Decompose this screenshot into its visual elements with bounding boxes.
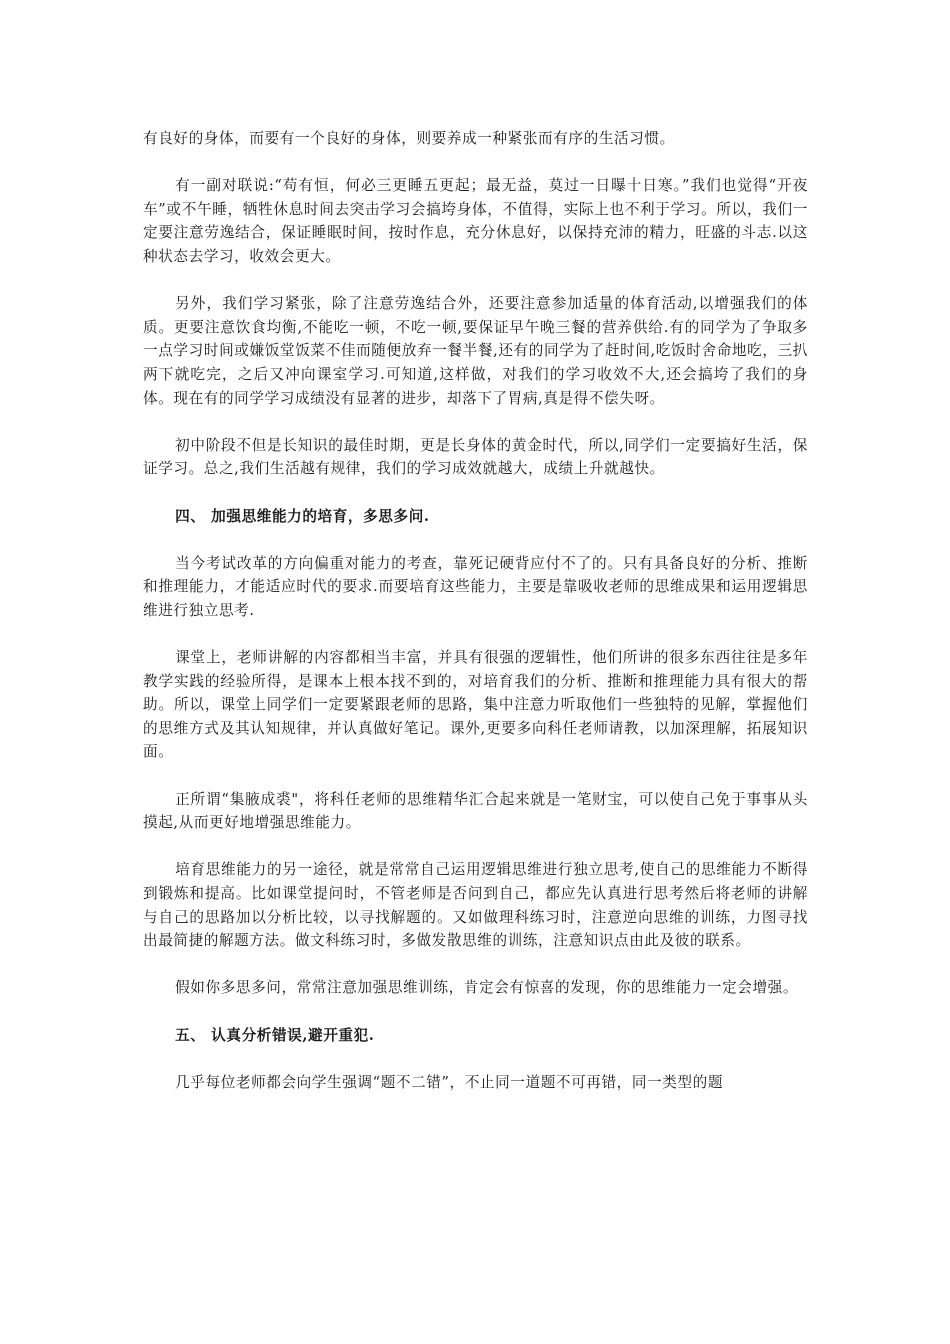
paragraph-proverb: 正所谓“集腋成裘"，将科任老师的思维精华汇合起来就是一笔财宝，可以使自己免于事事从头摸起,从而更好地增强思维能力。 — [143, 790, 808, 832]
document-body — [143, 127, 808, 1118]
paragraph-continuation: 有良好的身体，而要有一个良好的身体，则要养成一种紧张而有序的生活习惯。 — [143, 130, 675, 147]
section-heading-5: 五、 认真分析错误,避开重犯. — [175, 1026, 375, 1044]
section-heading-4: 四、 加强思维能力的培育，多思多问. — [175, 507, 430, 525]
paragraph-exam-reform: 当今考试改革的方向偏重对能力的考查，靠死记硬背应付不了的。只有具备良好的分析、推断和推理能力，才能适应时代的要求.而要培育这些能力，主要是靠吸收老师的思维成果和运用逻辑思维进行独立思考. — [143, 554, 808, 619]
paragraph-classroom: 课堂上，老师讲解的内容都相当丰富，并具有很强的逻辑性，他们所讲的很多东西往往是多年教学实践的经验所得，是课本上根本找不到的，对培育我们的分析、推断和推理能力具有很大的帮助。所以，课堂上同学们一定要紧跟老师的思路，集中注意力听取他们一些独特的见解，掌握他们的思维方式及其认知规律，并认真做好笔记。课外,更要多向科任老师请教，以加深理解，拓展知识面。 — [143, 649, 808, 761]
paragraph-independent-thinking: 培育思维能力的另一途径，就是常常自己运用逻辑思维进行独立思考,使自己的思维能力不断得到锻炼和提高。比如课堂提问时，不管老师是否问到自己，都应先认真进行思考然后将老师的讲解与自己的思路加以分析比较，以寻找解题的。又如做理科练习时，注意逆向思维的训练，力图寻找出最简捷的解题方法。做文科练习时，多做发散思维的训练，注意知识点由此及彼的联系。 — [143, 861, 808, 950]
paragraph-mistakes: 几乎每位老师都会向学生强调“题不二错”，不止同一道题不可再错，同一类型的题 — [175, 1073, 724, 1091]
paragraph-think-more: 假如你多思多问，常常注意加强思维训练，肯定会有惊喜的发现，你的思维能力一定会增强。 — [175, 979, 799, 997]
paragraph-junior-high: 初中阶段不但是长知识的最佳时期，更是长身体的黄金时代，所以,同学们一定要搞好生活，保证学习。总之,我们生活越有规律，我们的学习成效就越大，成绩上升就越快。 — [143, 436, 808, 478]
paragraph-couplet-rest: 有一副对联说:“苟有恒，何必三更睡五更起；最无益，莫过一日曝十日寒。”我们也觉得“开夜车”或不午睡，牺牲休息时间去突击学习会搞垮身体，不值得，实际上也不利于学习。所以，我们一定要注意劳逸结合，保证睡眠时间，按时作息，充分休息好，以保持充沛的精力，旺盛的斗志.以这种状态去学习，收效会更大。 — [143, 177, 808, 265]
paragraph-exercise-diet: 另外，我们学习紧张，除了注意劳逸结合外，还要注意参加适量的体育活动,以增强我们的体质。更要注意饮食均衡,不能吃一顿，不吃一顿,要保证早午晚三餐的营养供给.有的同学为了争取多一点学习时间或嫌饭堂饭菜不佳而随便放弃一餐半餐,还有的同学为了赶时间,吃饭时舍命地吃，三扒两下就吃完，之后又冲向课室学习.可知道,这样做，对我们的学习收效不大,还会搞垮了我们的身体。现在有的同学学习成绩没有显著的进步，却落下了胃病,真是得不偿失呀。 — [143, 295, 808, 407]
